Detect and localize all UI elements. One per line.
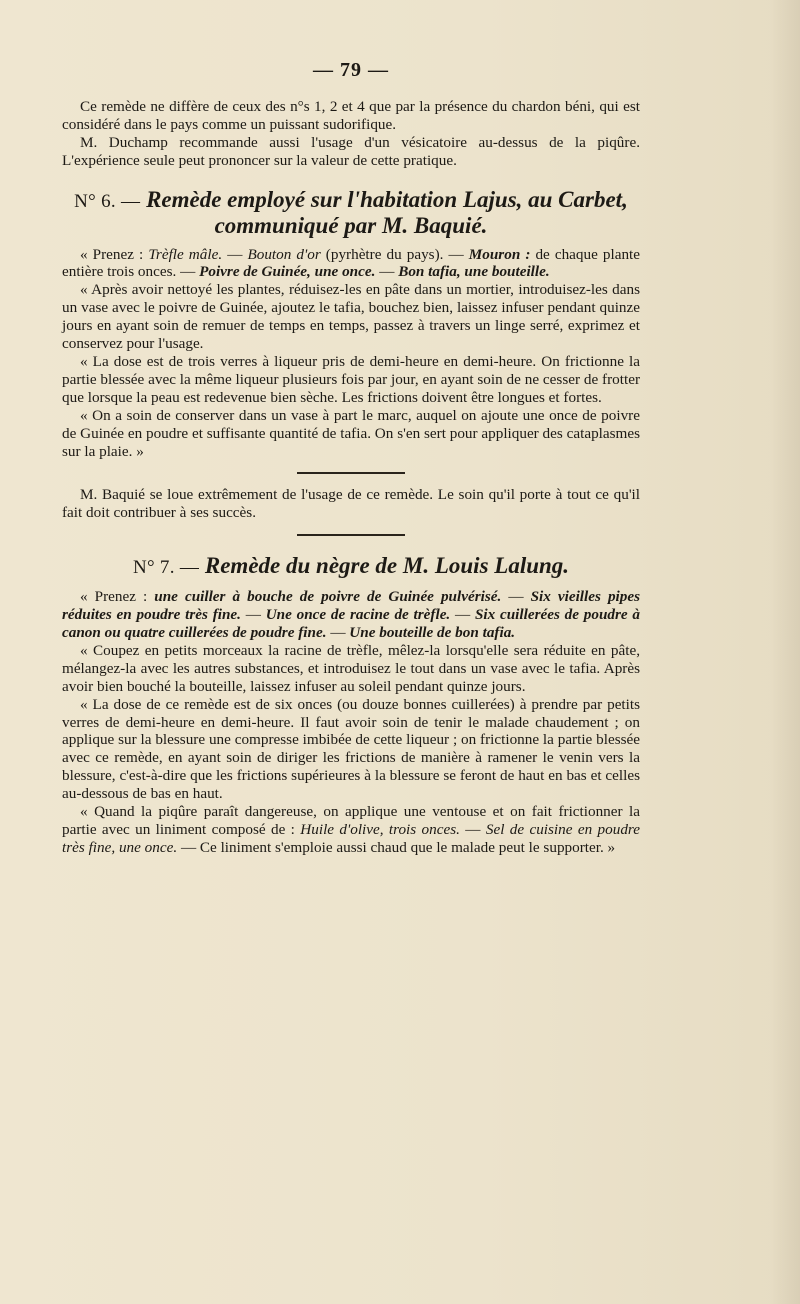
- section-7-paragraph-2: « Coupez en petits morceaux la racine de trèfle, mêlez-la lorsqu'elle sera réduite en pâte, mélangez-la avec les autres substances, et introduisez le tout dans un vase avec le tafia. Après avoir bien bouché la bouteille, laissez infuser au soleil pendant quinze jours.: [62, 641, 640, 695]
- section-6-heading-line-1: [62, 188, 640, 214]
- ingredient-vieilles-pipes: Six vieilles pipes réduites en poudre très fine.: [62, 588, 640, 624]
- section-6-paragraph-2: « Après avoir nettoyé les plantes, réduisez-les en pâte dans un mortier, introduisez-les dans un vase avec le poivre de Guinée, ajoutez le tafia, bouchez bien, laissez infuser pendant quinze jours en ayant soin de remuer de temps en temps, passez à travers un linge serré, exprimez et conservez pour l'usage.: [62, 281, 640, 353]
- ingredient-trefle-male: Trèfle mâle.: [148, 245, 223, 263]
- section-6-heading: [62, 188, 640, 238]
- section-7-paragraph-4-start: « Quand la piqûre paraît dangereuse, on applique une ventouse et on fait frictionner la partie avec un liniment composé de :: [62, 803, 640, 838]
- section-7-heading: [62, 554, 640, 580]
- ingredient-quantity: de chaque plante entière trois onces. —: [62, 245, 641, 281]
- section-6-note: M. Baquié se loue extrêmement de l'usage de ce remède. Le soin qu'il porte à tout ce qu'il fait doit contribuer à ses succès.: [62, 486, 640, 522]
- intro-paragraph-1: Ce remède ne diffère de ceux des n°s 1, 2 et 4 que par la présence du chardon béni, qui est considéré dans le pays comme un puissant sudorifique.: [62, 97, 640, 133]
- section-6-ingredients: [62, 246, 640, 282]
- section-7-ingredients: [62, 588, 640, 642]
- section-7-paragraph-4-end: — Ce liniment s'emploie aussi chaud que le malade peut le supporter. »: [177, 838, 616, 856]
- separator-dash: —: [326, 624, 350, 642]
- section-7-paragraph-4: [62, 803, 640, 857]
- section-7-heading-line: [62, 554, 640, 580]
- ingredient-bouton-dor: Bouton d'or: [247, 245, 321, 263]
- ingredient-mouron: Mouron :: [468, 245, 531, 263]
- section-6-title-line-1: Remède employé sur l'habitation Lajus, au Carbet,: [146, 186, 628, 212]
- separator-dash: —: [459, 821, 486, 838]
- section-6-paragraph-3: « La dose est de trois verres à liqueur pris de demi-heure en demi-heure. On frictionne la partie blessée avec la même liqueur plusieurs fois par jour, en ayant soin de ne cesser de frotter que lorsque la peau est redevenue bien sèche. Les frictions doivent être longues et fortes.: [62, 352, 640, 406]
- separator-dash: —: [450, 606, 475, 624]
- separator-dash: —: [375, 263, 399, 281]
- separator-dash: —: [501, 588, 531, 606]
- intro-paragraph-2: M. Duchamp recommande aussi l'usage d'un vésicatoire au-dessus de la piqûre. L'expérience seule peut prononcer sur la valeur de cette pratique.: [62, 133, 640, 169]
- section-6-paragraph-4: « On a soin de conserver dans un vase à part le marc, auquel on ajoute une once de poivre de Guinée en poudre et suffisante quantité de tafia. On s'en sert pour appliquer des cataplasmes sur la plaie. »: [62, 406, 640, 460]
- ingredient-poivre-pulverise: une cuiller à bouche de poivre de Guinée pulvérisé.: [154, 588, 502, 606]
- separator-dash: —: [240, 606, 266, 624]
- section-7-number: N° 7. —: [132, 557, 200, 579]
- ingredient-poudre: Six cuillerées de poudre à canon ou quatre cuillerées de poudre fine.: [62, 606, 640, 642]
- section-6-ingredients-start: « Prenez :: [80, 245, 149, 263]
- ingredient-racine-trefle: Une once de racine de trèfle.: [265, 606, 451, 624]
- section-7-ingredients-start: « Prenez :: [80, 588, 155, 606]
- page-number: — 79 —: [313, 59, 389, 81]
- ingredient-note: (pyrhètre du pays). —: [320, 245, 469, 263]
- ingredient-bon-tafia: Une bouteille de bon tafia.: [349, 624, 516, 642]
- section-divider: [297, 534, 405, 536]
- section-7-paragraph-3: « La dose de ce remède est de six onces (ou douze bonnes cuillerées) à prendre par petits verres de demi-heure en demi-heure. Il faut avoir soin de tenir le malade chaudement ; on applique sur la blessure une compresse imbibée de cette liqueur ; on frictionne la partie blessée avec ce remède, en ayant soin de diriger les frictions de manière à ramener le venin vers la blessure, c'est-à-dire que les frictions supérieures à la blessure se feront de haut en bas et celles au-dessous de bas en haut.: [62, 695, 640, 803]
- section-6-title-line-2: communiqué par M. Baquié.: [214, 212, 488, 238]
- section-divider: [297, 472, 405, 474]
- ingredient-huile-olive: Huile d'olive, trois onces.: [300, 821, 460, 838]
- section-7-title: Remède du nègre de M. Louis Lalung.: [204, 553, 570, 579]
- ingredient-sel-cuisine: Sel de cuisine en poudre très fine, une once.: [62, 821, 641, 856]
- ingredient-tafia: Bon tafia, une bouteille.: [398, 263, 550, 281]
- page-edge-shadow: [770, 0, 800, 1304]
- section-6-number: N° 6. —: [74, 190, 141, 212]
- page-text: [62, 59, 641, 857]
- ingredient-poivre: Poivre de Guinée, une once.: [199, 263, 376, 281]
- separator-dash: —: [222, 245, 248, 263]
